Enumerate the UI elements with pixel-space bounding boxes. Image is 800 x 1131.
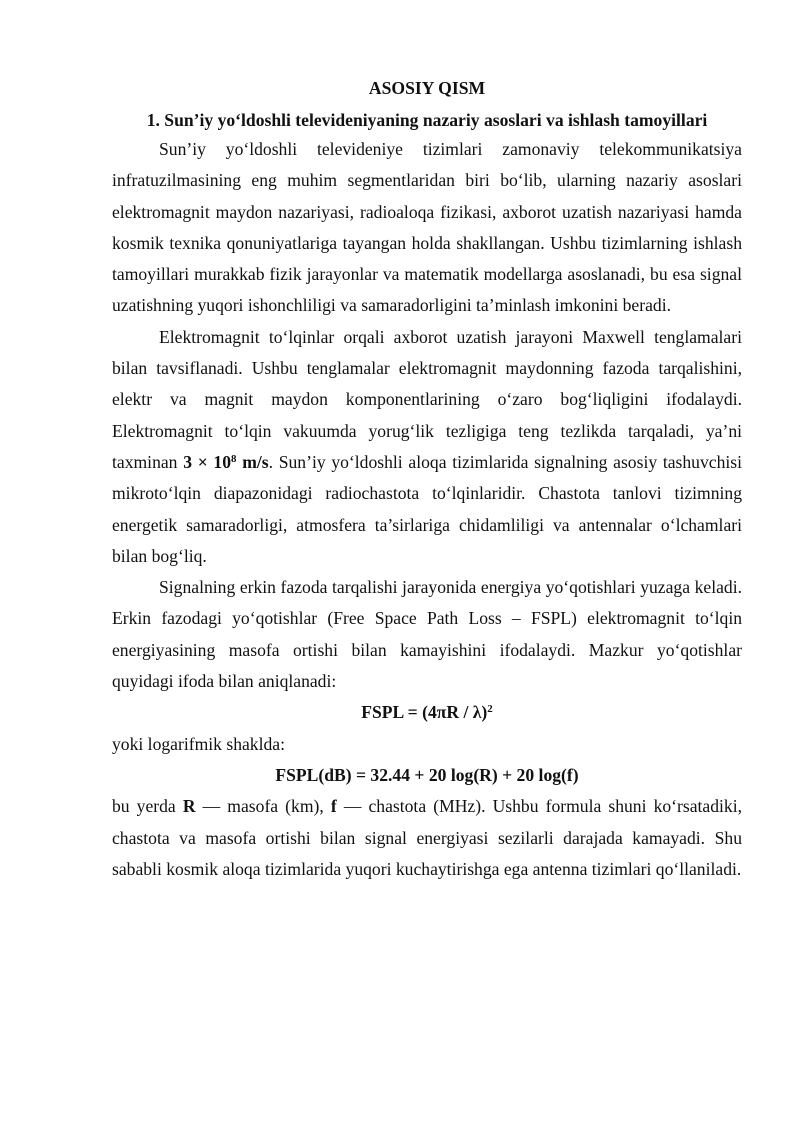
light-speed-value xyxy=(183,452,268,472)
light-speed-exponent: 8 xyxy=(231,452,237,465)
paragraph-where xyxy=(112,791,742,885)
paragraph-maxwell-text: Elektromagnit to‘lqinlar orqali axborot uzatish jarayoni Maxwell tenglamalari bilan tavsiflanadi. Ushbu tenglamalar elektromagnit maydonning fazoda tarqalishini, elektr va magnit maydon komponentlarining o‘zaro bog‘liqligini ifodalaydi. Elektromagnit to‘lqin vakuumda yorug‘lik tezligiga teng tezlikda tarqaladi, ya’ni taxminan xyxy=(112,326,742,472)
light-speed-unit: m/s xyxy=(236,451,269,472)
symbol-r: R xyxy=(182,796,196,817)
formula-fspl xyxy=(112,697,742,728)
paragraph-maxwell-rest: . Sun’iy yo‘ldoshli aloqa tizimlarida signalning asosiy tashuvchisi mikroto‘lqin diapazonidagi radiochastota to‘lqinlaridir. Chastota tanlovi tizimning energetik samaradorligi, atmosfera ta’sirlariga chidamliligi va antennalar o‘lchamlari bilan bog‘liq. xyxy=(112,451,742,566)
symbol-r-desc: — masofa (km), xyxy=(195,796,331,817)
formula-fspl-db: FSPL(dB) = 32.44 + 20 log(R) + 20 log(f) xyxy=(275,764,579,785)
symbol-f: f xyxy=(330,796,337,817)
formula-fspl-exponent: 2 xyxy=(487,703,493,716)
light-speed-base: 3 × 10 xyxy=(183,451,232,472)
paragraph-intro: Sun’iy yo‘ldoshli televideniye tizimlari zamonaviy telekommunikatsiya infratuzilmasining eng muhim segmentlaridan biri bo‘lib, ularning nazariy asoslari elektromagnit maydon nazariyasi, radioaloqa fizikasi, axborot uzatish nazariyasi hamda kosmik texnika qonuniyatlariga tayangan holda shakllangan. Ushbu tizimlarning ishlash tamoyillari murakkab fizik jarayonlar va matematik modellarga asoslanadi, bu esa signal uzatishning yuqori ishonchliligi va samaradorligini ta’minlash imkonini beradi. xyxy=(112,139,742,316)
symbol-f-desc: — chastota (MHz). Ushbu formula shuni ko‘rsatadiki, chastota va masofa ortishi bilan signal energiyasi sezilarli darajada kamayadi. Shu sababli kosmik aloqa tizimlarida yuqori kuchaytirishga ega antenna tizimlari qo‘llaniladi. xyxy=(112,796,743,879)
paragraph-log-intro: yoki logarifmik shaklda: xyxy=(112,733,285,754)
formula-fspl-main: FSPL = (4πR / λ) xyxy=(361,702,488,723)
where-prefix: bu yerda xyxy=(112,796,183,817)
paragraph-fspl: Signalning erkin fazoda tarqalishi jarayonida energiya yo‘qotishlari yuzaga keladi. Erkin fazodagi yo‘qotishlar (Free Space Path Loss – FSPL) elektromagnit to‘lqin energiyasining masofa ortishi bilan kamayishini ifodalaydi. Mazkur yo‘qotishlar quyidagi ifoda bilan aniqlanadi: xyxy=(112,577,742,692)
document-page xyxy=(112,74,742,885)
section-title: 1. Sun’iy yo‘ldoshli televideniyaning nazariy asoslari va ishlash tamoyillari xyxy=(146,110,708,130)
paragraph-maxwell xyxy=(112,322,742,572)
chapter-heading: ASOSIY QISM xyxy=(368,78,486,98)
